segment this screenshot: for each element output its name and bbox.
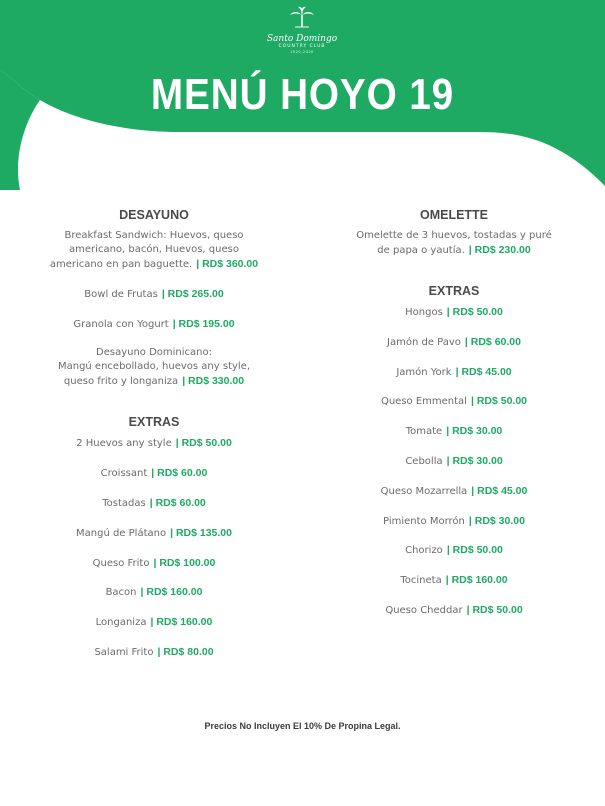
menu-item: Tocineta | RD$ 160.00: [400, 574, 508, 587]
logo-script: Santo Domingo: [266, 34, 338, 44]
menu-item: Breakfast Sandwich: Huevos, queso americano, bacón, Huevos, queso americano en pan baguette. | RD$ 360.00: [49, 230, 259, 270]
price: | RD$ 360.00: [196, 258, 259, 270]
price: | RD$ 160.00: [140, 586, 203, 599]
menu-item: Desayuno Dominicano: Mangú encebollado, huevos any style, queso frito y longaniza | RD$ 330.00: [57, 347, 251, 388]
section-heading-omelette: OMELETTE: [419, 208, 489, 222]
menu-item: Queso Mozarrella | RD$ 45.00: [380, 484, 528, 497]
logo-subtitle: COUNTRY CLUB: [278, 44, 326, 49]
logo-years: 1920-2020: [290, 50, 314, 54]
page-title: MENÚ HOYO 19: [150, 70, 455, 119]
price: | RD$ 160.00: [445, 574, 508, 587]
menu-item: Jamón de Pavo | RD$ 60.00: [387, 335, 521, 348]
price: | RD$ 230.00: [468, 244, 531, 256]
menu-item: Granola con Yogurt | RD$ 195.00: [73, 317, 235, 330]
menu-item: Queso Cheddar | RD$ 50.00: [385, 603, 523, 616]
price: | RD$ 195.00: [172, 317, 235, 330]
club-logo: [262, 6, 342, 55]
menu-item: Bowl de Frutas | RD$ 265.00: [84, 287, 224, 300]
menu-item: Mangú de Plátano | RD$ 135.00: [76, 526, 232, 539]
price: | RD$ 135.00: [170, 526, 232, 539]
price: | RD$ 50.00: [446, 544, 503, 557]
menu-item: 2 Huevos any style | RD$ 50.00: [76, 437, 232, 450]
price: | RD$ 265.00: [161, 287, 224, 300]
menu-item: Salami Frito | RD$ 80.00: [94, 645, 214, 658]
price: | RD$ 50.00: [446, 306, 503, 318]
menu-item: Queso Frito | RD$ 100.00: [92, 556, 216, 569]
price: | RD$ 50.00: [175, 437, 232, 450]
price: | RD$ 50.00: [470, 395, 528, 408]
menu-item: Omelette de 3 huevos, tostadas y puré de papa o yautía. | RD$ 230.00: [356, 230, 552, 256]
price: | RD$ 30.00: [468, 514, 525, 527]
menu-item: Cebolla | RD$ 30.00: [405, 454, 503, 467]
menu-item: Queso Emmental | RD$ 50.00: [380, 395, 528, 408]
menu-item: Pimiento Morrón | RD$ 30.00: [383, 514, 525, 527]
price: | RD$ 45.00: [455, 365, 512, 378]
price: | RD$ 50.00: [466, 603, 523, 616]
price: | RD$ 60.00: [151, 467, 208, 480]
price: | RD$ 30.00: [446, 454, 503, 467]
price: | RD$ 60.00: [464, 335, 521, 348]
right-column: [320, 208, 588, 633]
price: | RD$ 60.00: [149, 496, 206, 509]
palm-tree-icon: [289, 6, 315, 28]
price: | RD$ 330.00: [182, 375, 245, 388]
menu-item: Longaniza | RD$ 160.00: [95, 616, 213, 629]
menu-item: Hongos | RD$ 50.00: [405, 306, 503, 318]
left-column: [20, 208, 288, 675]
menu-item: Chorizo | RD$ 50.00: [405, 544, 503, 557]
menu-item: Tostadas | RD$ 60.00: [102, 496, 206, 509]
price: | RD$ 100.00: [153, 556, 216, 569]
menu-item: Croissant | RD$ 60.00: [100, 467, 208, 480]
price: | RD$ 80.00: [157, 645, 214, 658]
section-heading-extras-right: EXTRAS: [428, 284, 480, 298]
section-heading-desayuno: DESAYUNO: [119, 208, 189, 222]
menu-item: Bacon | RD$ 160.00: [105, 586, 203, 599]
price: | RD$ 160.00: [150, 616, 213, 629]
menu-item: Jamón York | RD$ 45.00: [396, 365, 512, 378]
price: | RD$ 45.00: [471, 484, 528, 497]
footer-note: Precios No Incluyen El 10% De Propina Legal.: [204, 721, 401, 731]
menu-item: Tomate | RD$ 30.00: [405, 425, 503, 438]
section-heading-extras-left: EXTRAS: [128, 415, 180, 430]
price: | RD$ 30.00: [446, 425, 503, 438]
